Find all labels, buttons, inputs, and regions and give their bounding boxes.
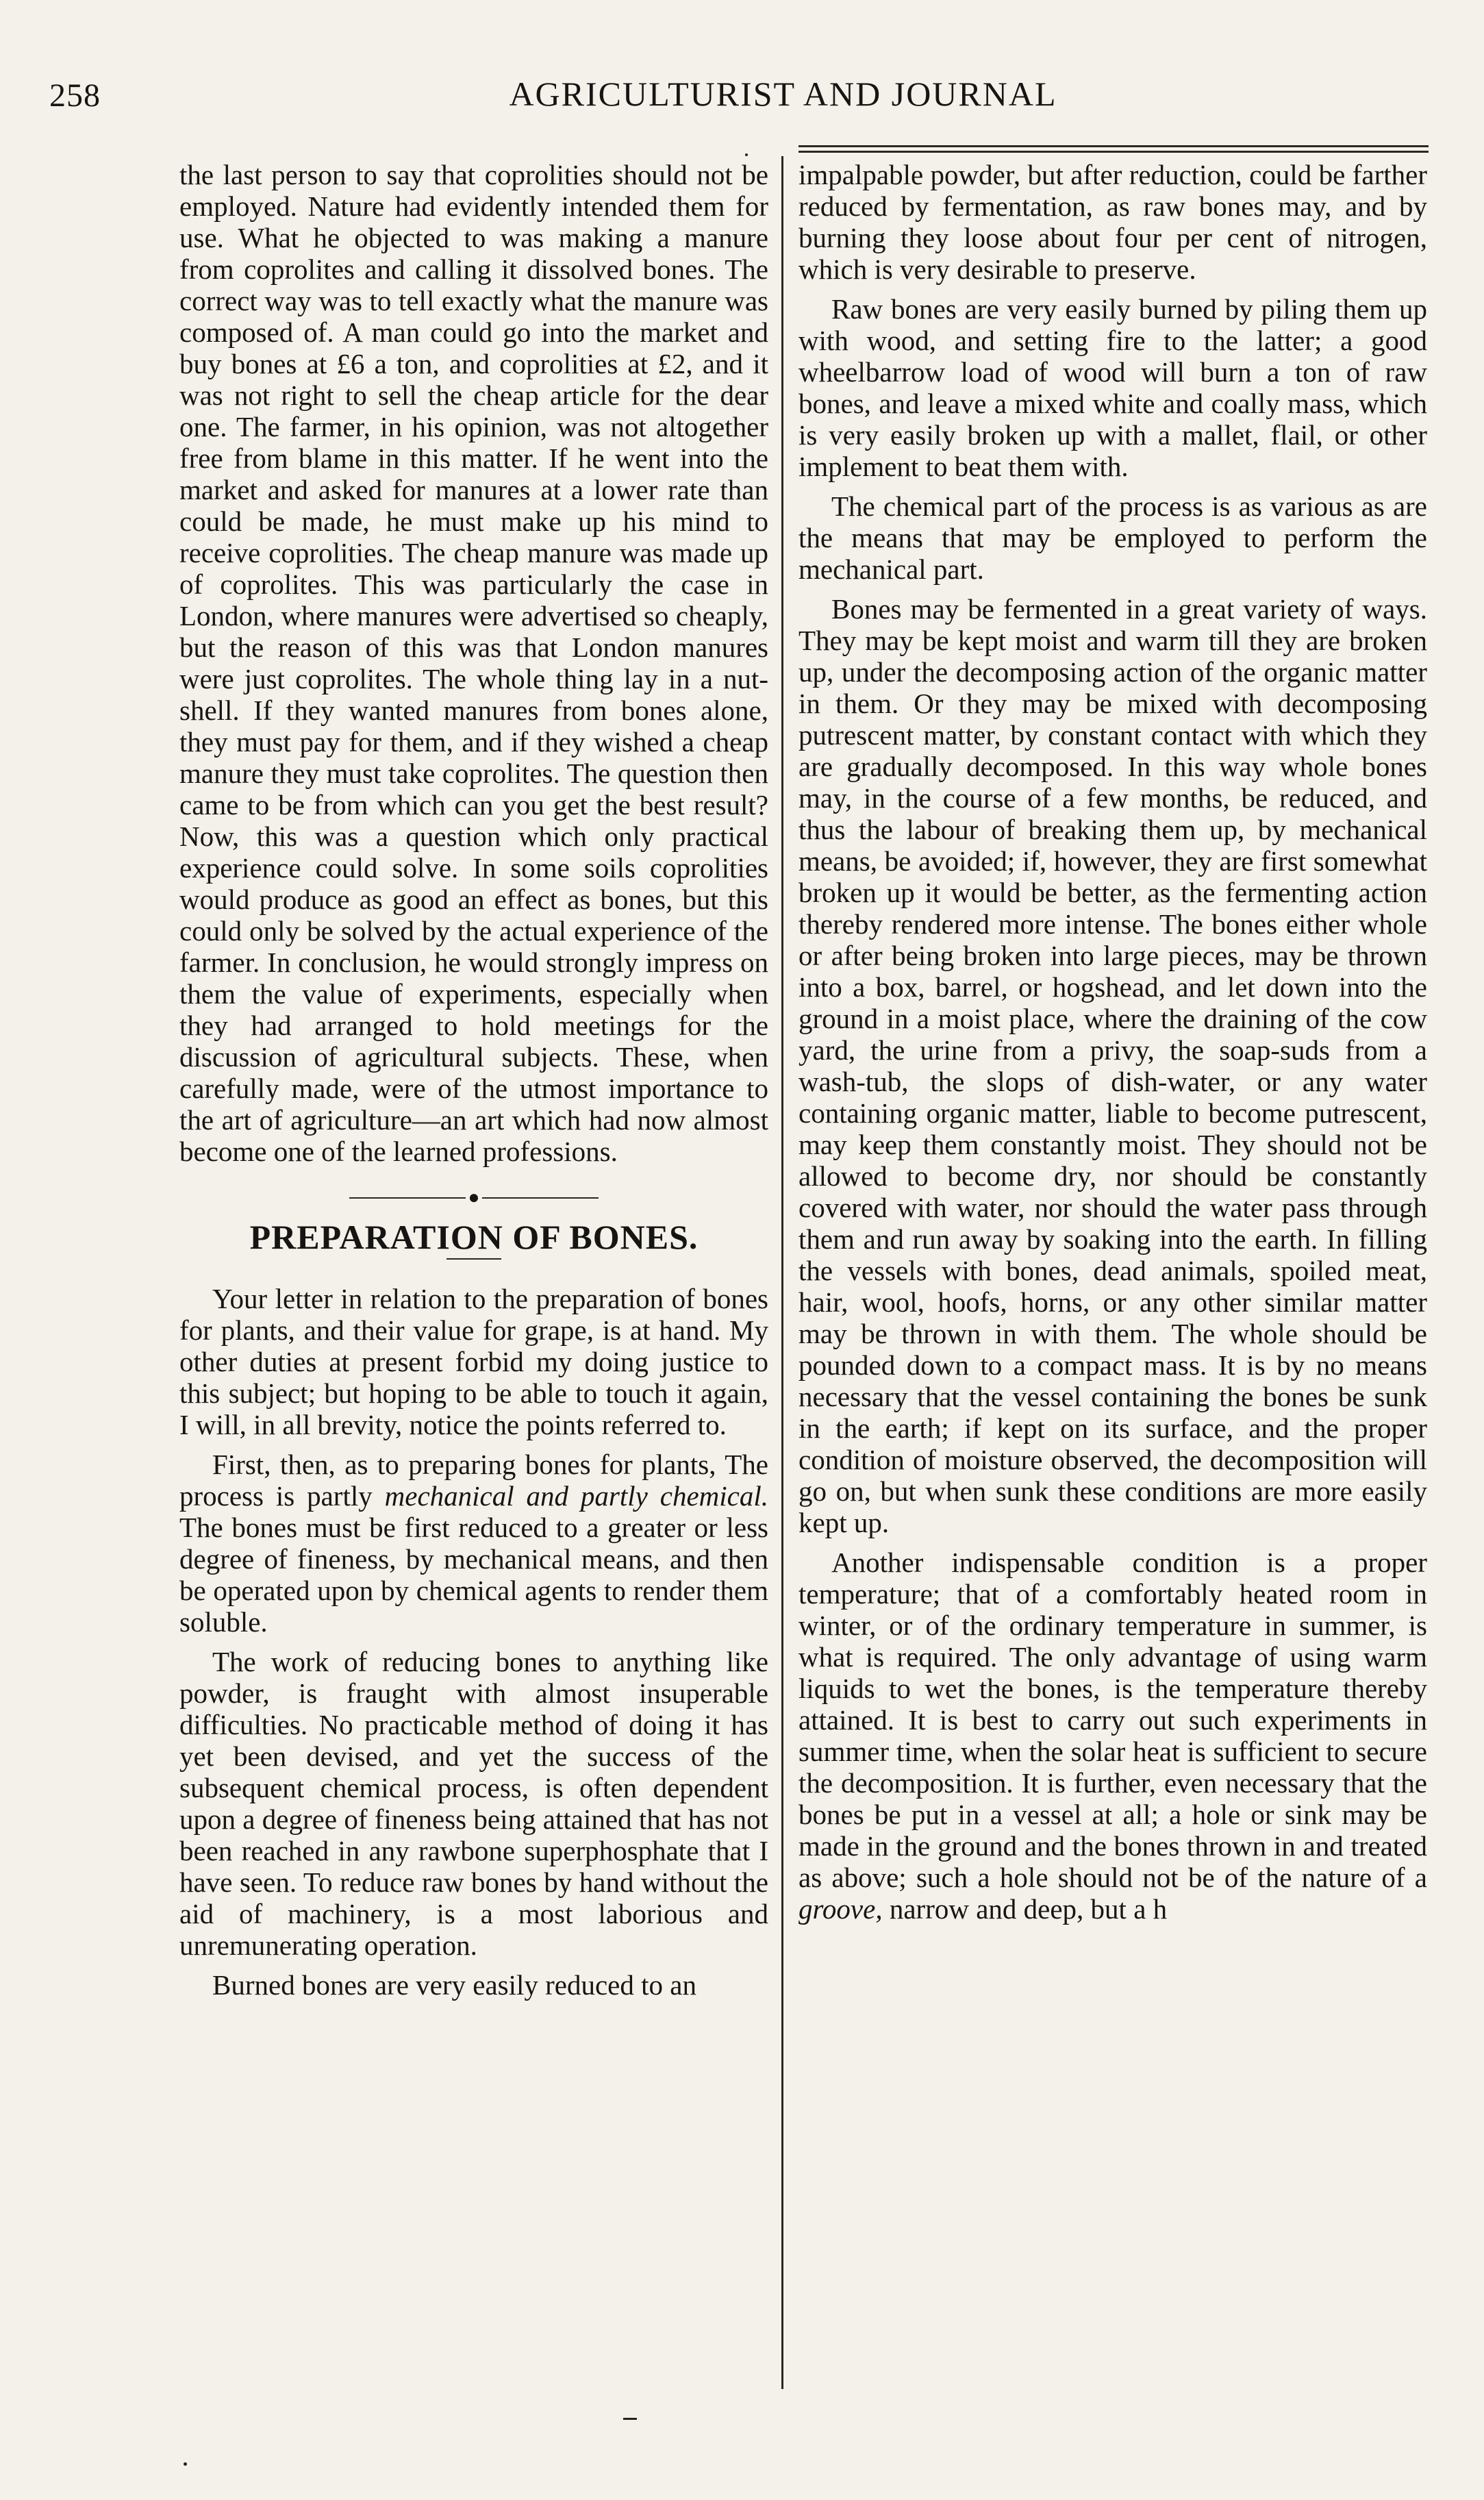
top-rule-2 [798, 151, 1429, 153]
left-column [179, 159, 768, 2397]
italic-phrase: mechanical and partly chemical. [384, 1479, 768, 1512]
paragraph: First, then, as to preparing bones for plants, The process is partly mechanical and partly chemical. The bones must be first reduced to a greater or less degree of fineness, by mechanical means, and then be operated upon by chemical agents to render them soluble. [179, 1448, 768, 1638]
heading-rule [447, 1258, 501, 1260]
paragraph: Burned bones are very easily reduced to an [212, 1968, 696, 2001]
top-rule-1 [798, 145, 1429, 147]
stray-mark [184, 2462, 187, 2466]
paragraph: Your letter in relation to the preparation of bones for plants, and their value for grape, is at hand. My other duties at present forbid my doing justice to this subject; but hoping to be able to touch it again, I will, in all brevity, notice the points referred to. [179, 1282, 768, 1440]
ornament-divider: ● [179, 1188, 768, 1205]
paragraph: Another indispensable condition is a proper temperature; that of a comfortably heated room in winter, or of the ordinary temperature in summer, is what is required. The only advantage of using warm liquids to wet the bones, is the temperature thereby attained. It is best to carry out such experiments in summer time, when the solar heat is sufficient to secure the decomposition. It is further, even necessary that the bones be put in a vessel at all; a hole or sink may be made in the ground and the bones thrown in and treated as above; such a hole should not be of the nature of a groove, narrow and deep, but a h [798, 1547, 1427, 1925]
paragraph: The work of reducing bones to anything like powder, is fraught with almost insuperable difficulties. No practicable method of doing it has yet been devised, and yet the success of the subsequent chemical process, is often dependent upon a degree of fineness being attained that has not been reached in any rawbone superphosphate that I have seen. To reduce raw bones by hand without the aid of machinery, is a most laborious and unremunerating operation. [179, 1645, 768, 1961]
page-number: 258 [49, 77, 101, 114]
column-rule [781, 156, 783, 2389]
paragraph: the last person to say that coprolities should not be employed. Nature had evidently intended them for use. What he objected to was making a manure from coprolites and calling it dissolved bones. The correct way was to tell exactly what the manure was composed of. A man could go into the market and buy bones at £6 a ton, and coprolities at £2, and it was not right to sell the cheap article for the dear one. The farmer, in his opinion, was not altogether free from blame in this matter. If he went into the market and asked for manures at a lower rate than could be made, he must make up his mind to receive coprolities. The cheap manure was made up of coprolites. This was particularly the case in London, where manures were advertised so cheaply, but the reason of this was that London manures were just coprolites. The whole thing lay in a nut-shell. If they wanted manures from bones alone, they must pay for them, and if they wished a cheap manure they must take coprolites. The question then came to be from which can you get the best result? Now, this was a question which only practical experience could solve. In some soils coprolities would produce as good an effect as bones, but this could only be solved by the actual experience of the farmer. In conclusion, he would strongly impress on them the value of experiments, especially when they had arranged to hold meetings for the discussion of agricultural subjects. These, when carefully made, were of the utmost importance to the art of agriculture—an art which had now almost become one of the learned professions. [179, 159, 768, 1167]
paragraph: Bones may be fermented in a great variety of ways. They may be kept moist and warm till they are broken up, under the decomposing action of the organic matter in them. Or they may be mixed with decomposing putrescent matter, by constant contact with which they are gradually decomposed. In this way whole bones may, in the course of a few months, be reduced, and thus the labour of breaking them up, by mechanical means, be avoided; if, however, they are first somewhat broken up it would be better, as the fermenting action thereby rendered more intense. The bones either whole or after being broken into large pieces, may be thrown into a box, barrel, or hogshead, and let down into the ground in a moist place, where the draining of the cow yard, the urine from a privy, the soap-suds from a wash-tub, the slops of dish-water, or any water containing organic matter, liable to become putrescent, may keep them constantly moist. They should not be allowed to become dry, nor should be constantly covered with water, nor should the water pass through them and run away by soaking into the earth. In filling the vessels with bones, dead animals, spoiled meat, hair, wool, hoofs, horns, or any other similar matter may be thrown in with them. The whole should be pounded down to a compact mass. It is by no means necessary that the vessel containing the bones be sunk in the earth; if kept on its surface, and the proper condition of moisture observed, the decomposition will go on, but when sunk these conditions are more easily kept up. [798, 593, 1427, 1538]
running-head: AGRICULTURIST AND JOURNAL [509, 75, 1057, 113]
paragraph: impalpable powder, but after reduction, could be farther reduced by fermentation, as raw bones may, and by burning they loose about four per cent of nitrogen, which is very desirable to preserve. [798, 159, 1427, 285]
stray-mark [623, 2418, 637, 2420]
right-column [798, 159, 1427, 2397]
stray-mark [745, 153, 748, 156]
italic-word: groove, [798, 1893, 883, 1925]
section-heading: PREPARATION OF BONES. [249, 1217, 699, 1256]
paragraph: Raw bones are very easily burned by piling them up with wood, and setting fire to the latter; a good wheelbarrow load of wood will burn a ton of raw bones, and leave a mixed white and coally mass, which is very easily broken up with a mallet, flail, or other implement to beat them with. [798, 293, 1427, 482]
paragraph: The chemical part of the process is as various as are the means that may be employed to perform the mechanical part. [798, 490, 1427, 585]
